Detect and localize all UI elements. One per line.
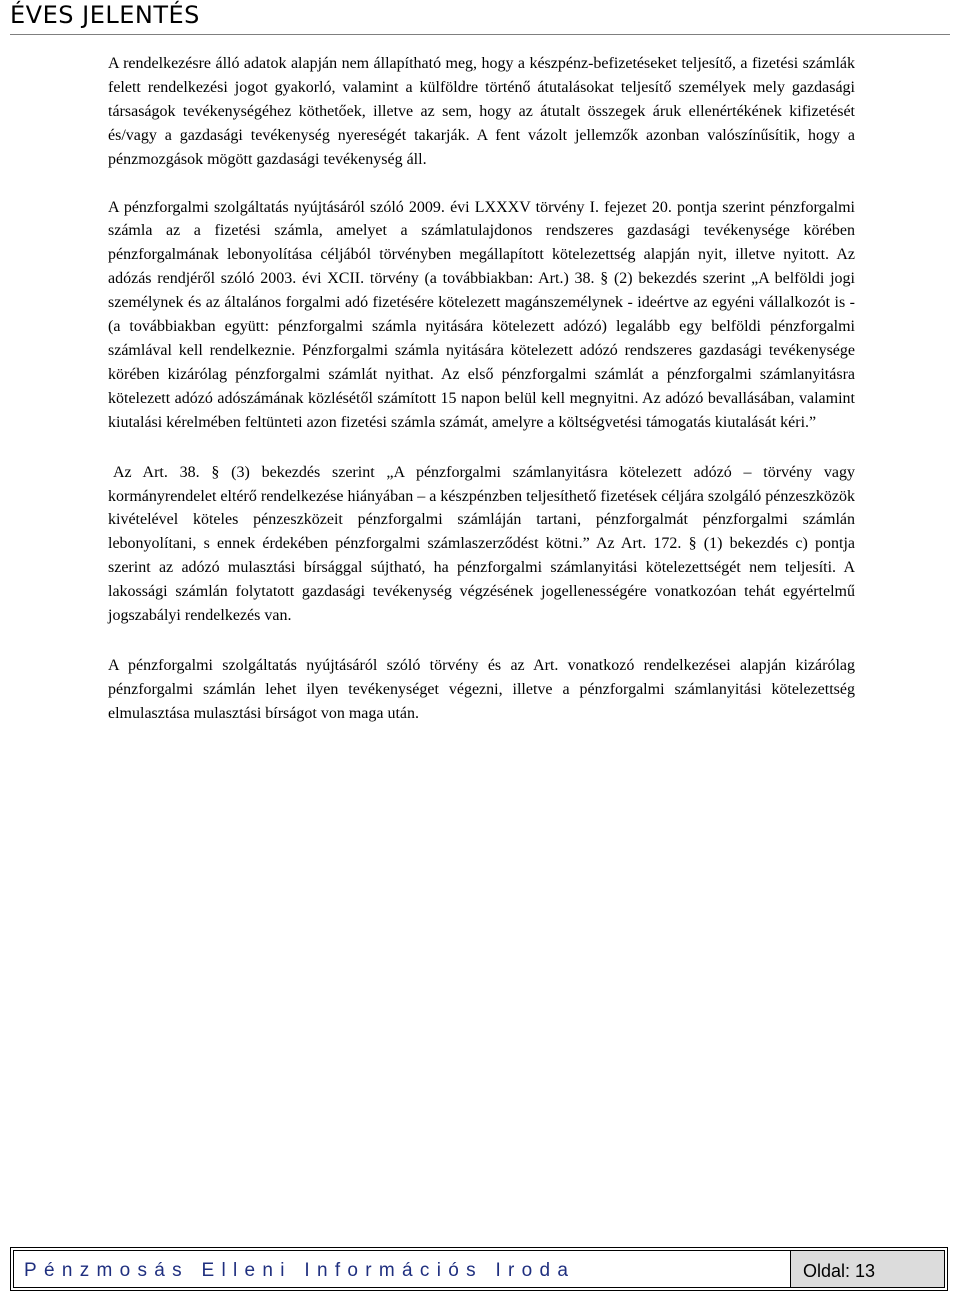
document-body xyxy=(108,52,855,726)
page-number-box xyxy=(790,1251,944,1287)
report-title: ÉVES JELENTÉS xyxy=(10,1,200,29)
paragraph-4: A pénzforgalmi szolgáltatás nyújtásáról szóló törvény és az Art. vonatkozó rendelkezései alapján kizárólag pénzforgalmi számlán lehet ilyen tevékenységet végezni, illetve a pénzforgalmi számlanyitási kötelezettség elmulasztása mulasztási bírságot von maga után. xyxy=(108,656,855,722)
footer-frame xyxy=(13,1250,945,1288)
paragraph-3: Az Art. 38. § (3) bekezdés szerint „A pénzforgalmi számlanyitásra kötelezett adózó – törvény vagy kormányrendelet eltérő rendelkezése hiányában – a készpénzben teljesíthető fizetések céljára szolgáló pénzeszközök kivételével köteles pénzeszközeit pénzforgalmi számláján tartani, pénzforgalmát pénzforgalmi számlán lebonyolítani, s ennek érdekében pénzforgalmi számlaszerződést kötni.” Az Art. 172. § (1) bekezdés c) pontja szerint az adózó mulasztási bírsággal sújtható, ha pénzforgalmi számlanyitási kötelezettségét nem teljesíti. A lakossági számlán folytatott gazdasági tevékenység végzésének jogellenességére vonatkozóan tehát egyértelmű jogszabályi rendelkezés van. xyxy=(108,463,855,625)
header-rule xyxy=(10,34,950,35)
paragraph-1: A rendelkezésre álló adatok alapján nem állapítható meg, hogy a készpénz-befizetéseket teljesítő, a fizetési számlák felett rendelkezési jogot gyakorló, valamint a külföldre történő átutalásokat teljesítő személyek mely gazdasági társaságok tevékenységéhez köthetőek, illetve az sem, hogy az átutalt összegek áruk ellenértékének kifizetését és/vagy a gazdasági tevékenység nyereségét takarják. A fent vázolt jellemzők azonban valószínűsítik, hogy a pénzmozgások mögött gazdasági tevékenység áll. xyxy=(108,55,855,168)
page-number: Oldal: 13 xyxy=(803,1261,876,1281)
footer-organization: Pénzmosás Elleni Információs Iroda xyxy=(24,1260,576,1281)
paragraph-2: A pénzforgalmi szolgáltatás nyújtásáról szóló 2009. évi LXXXV törvény I. fejezet 20. pontja szerint pénzforgalmi számla az a fizetési számla, amelyet a számlatulajdonos rendszeres gazdasági tevékenysége körében pénzforgalmának lebonyolítása céljából törvényben megállapított kötelezettség alapján nyit, illetve nyitott. Az adózás rendjéről szóló 2003. évi XCII. törvény (a továbbiakban: Art.) 38. § (2) bekezdés szerint „A belföldi jogi személynek és az általános forgalmi adó fizetésére kötelezett magánszemélynek - ideértve az egyéni vállalkozót is - (a továbbiakban együtt: pénzforgalmi számla nyitására kötelezett adózó) legalább egy belföldi pénzforgalmi számlával kell rendelkeznie. Pénzforgalmi számla nyitására kötelezett adózó rendszeres gazdasági tevékenysége körében kizárólag pénzforgalmi számlát nyithat. Az első pénzforgalmi számlát a pénzforgalmi számlanyitásra kötelezett adózó adószámának közlésétől számított 15 napon belül kell megnyitni. Az adózó bevallásában, valamint kiutalási kérelmében feltünteti azon fizetési számla számát, amelyre a költségvetési támogatás kiutalását kéri.” xyxy=(108,198,855,431)
page-footer xyxy=(10,1247,948,1291)
page-header xyxy=(10,0,950,36)
